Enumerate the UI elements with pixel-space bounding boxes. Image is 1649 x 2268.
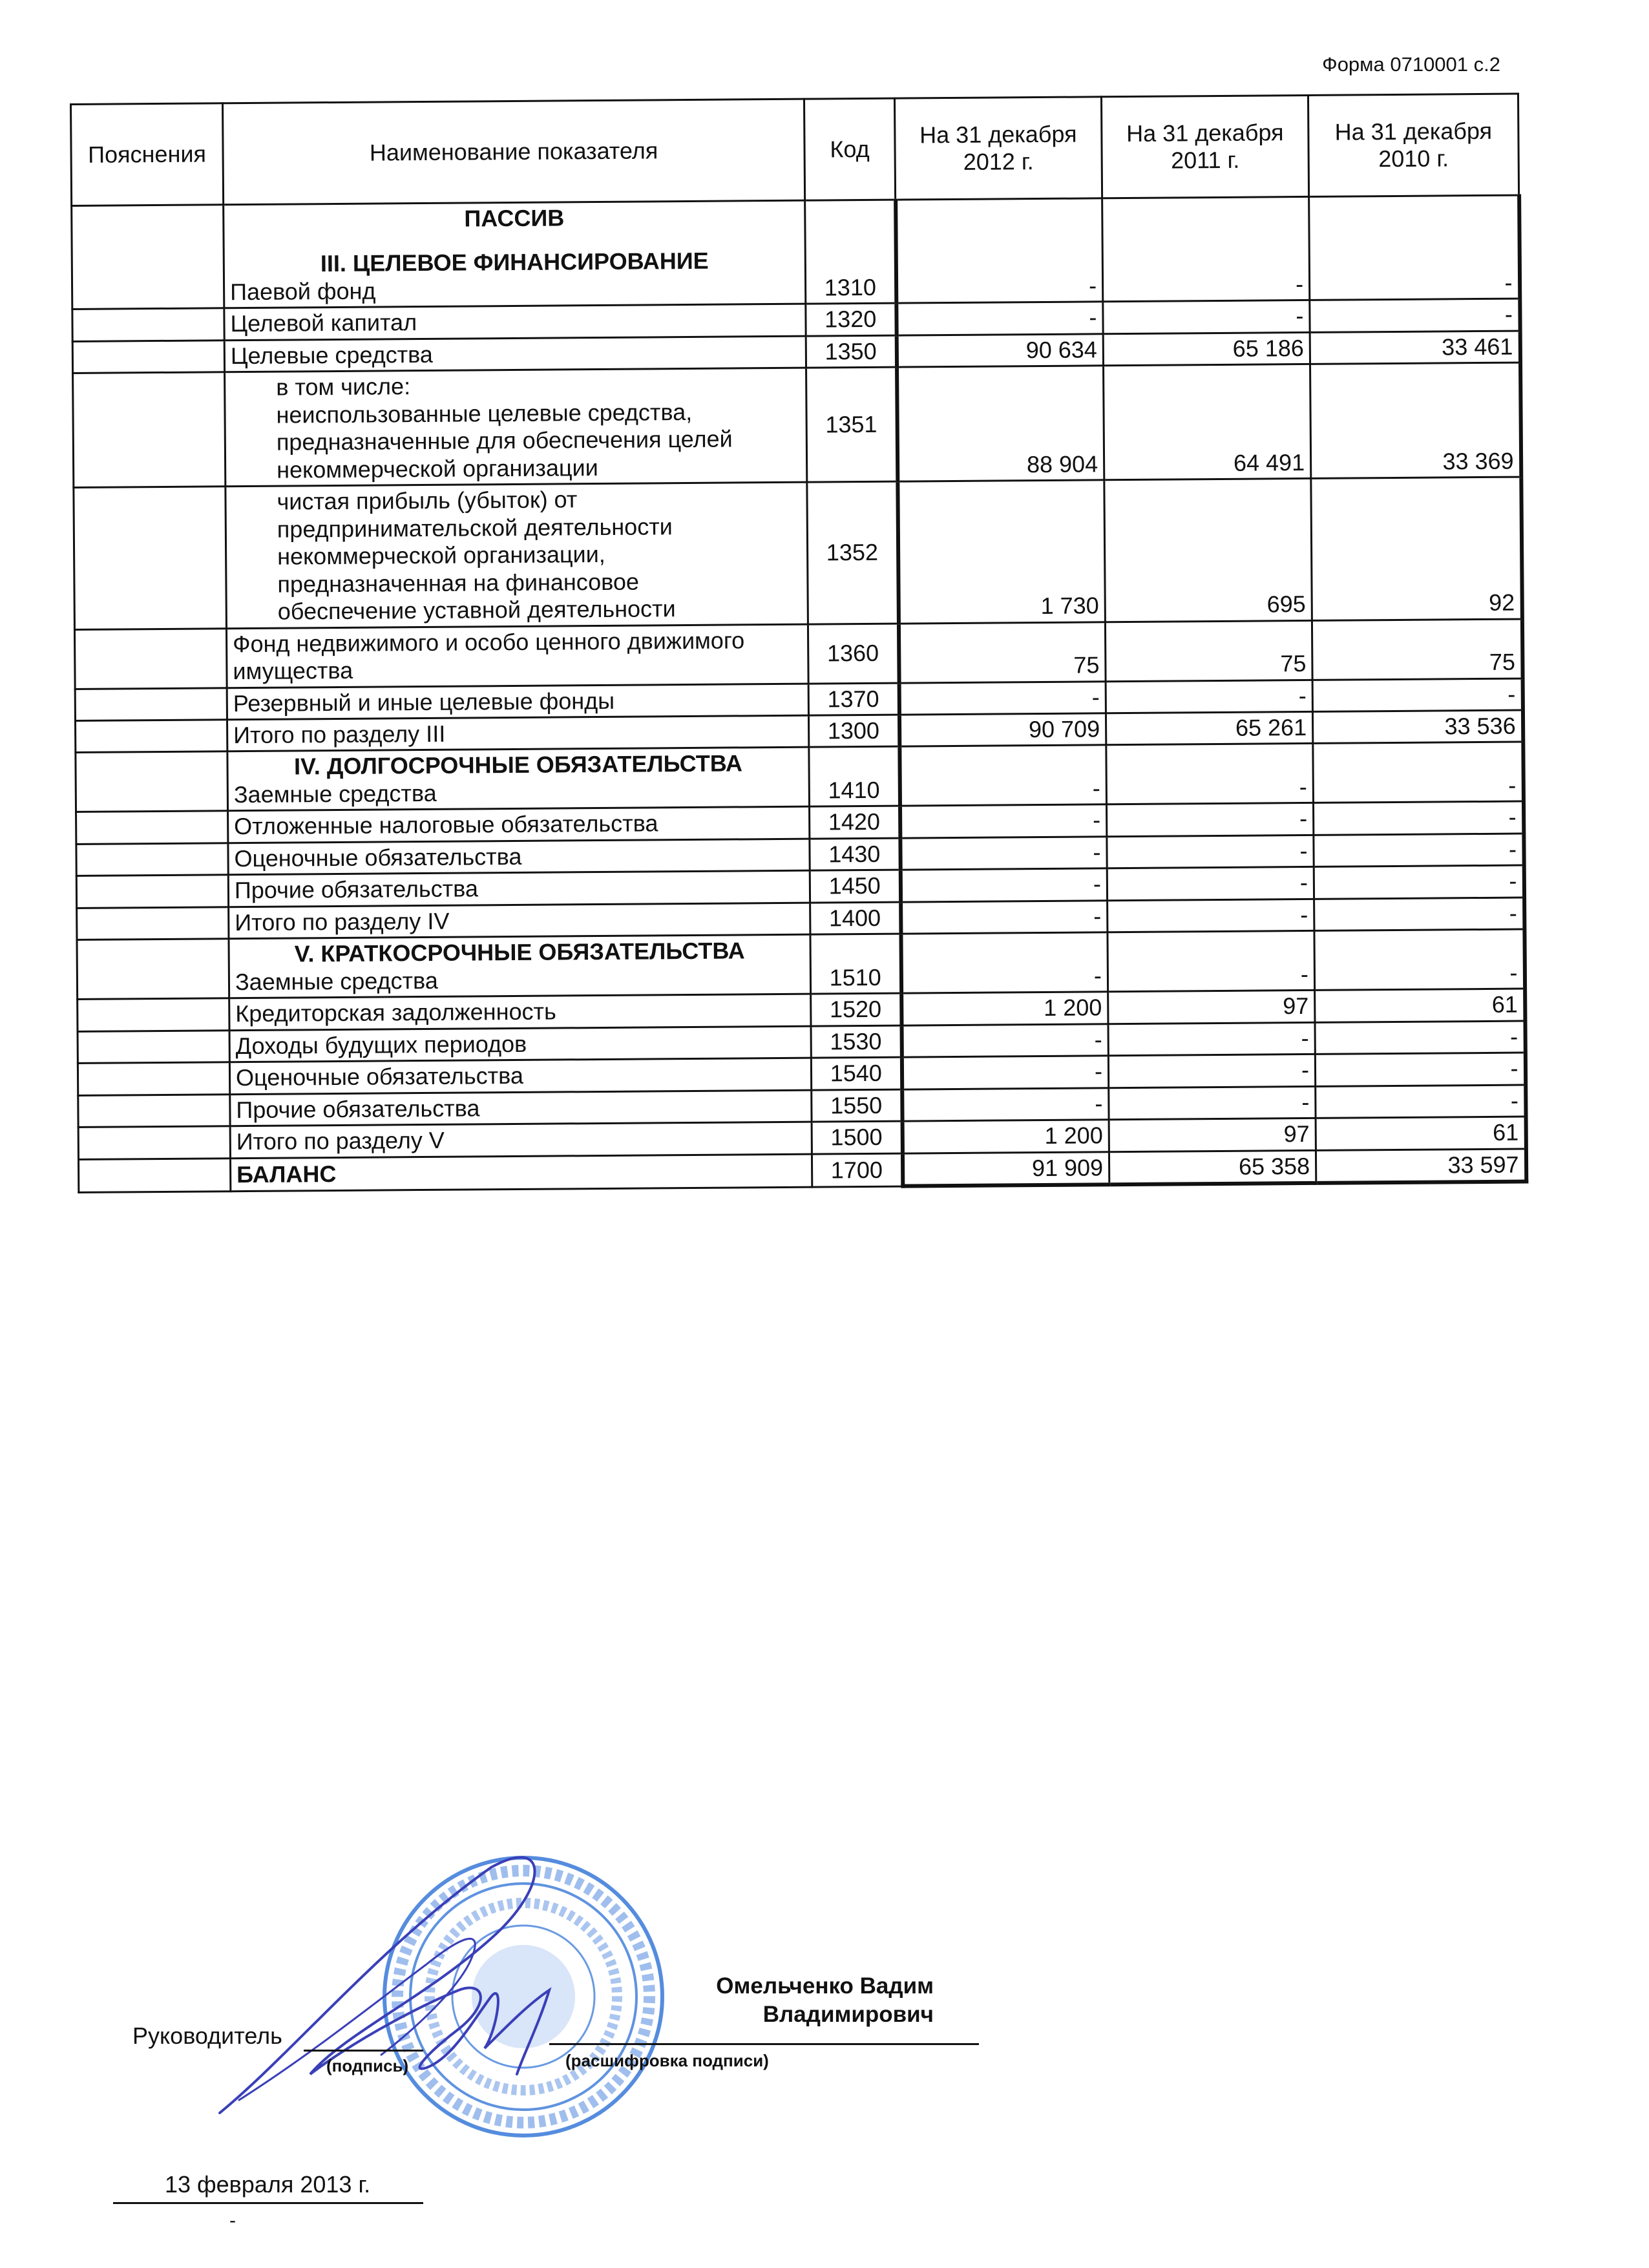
row-value-2010: - [1309,195,1520,300]
row-code: 1510 [810,934,901,994]
row-name: Целевые средства [224,336,806,372]
header-col-2010: На 31 декабря 2010 г. [1308,94,1518,196]
row-value-2010: 61 [1315,989,1525,1022]
row-value-2011: - [1108,899,1314,932]
row-value-2010: 33 369 [1310,362,1521,478]
row-value-2012: - [901,932,1108,993]
signer-name: Омельченко Вадим Владимирович [716,1973,934,2027]
row-name: Паевой фонд [229,277,376,306]
row-value-2010: 75 [1312,619,1522,680]
row-value-2012: - [901,1056,1108,1089]
row-value-2010: - [1316,1085,1526,1118]
row-code: 1300 [808,715,899,747]
row-value-2010: - [1314,865,1524,899]
table-header-row [71,94,1519,205]
row-value-2010: 92 [1311,477,1522,620]
date-line [113,2202,423,2204]
row-name: Целевой капитал [224,304,806,341]
row-value-2010: - [1313,801,1523,835]
header-col-2012: На 31 декабря 2012 г. [894,97,1102,200]
name-line [549,2043,979,2045]
row-value-2011: - [1107,835,1314,868]
row-value-2012: 90 634 [896,334,1103,368]
row-value-2011: - [1106,744,1314,804]
signature-caption: (подпись) [326,2056,409,2075]
row-value-2011: 75 [1105,620,1312,681]
row-code: 1370 [808,683,899,715]
row-value-2012: - [896,302,1103,335]
row-value-2012: - [900,804,1107,838]
section-title-liabilities: ПАССИВ [464,204,565,232]
row-code: 1530 [811,1025,901,1058]
row-value-2011: 65 358 [1109,1150,1316,1184]
signature-date: 13 февраля 2013 г. [165,2171,371,2198]
row-value-2012: 1 200 [901,992,1108,1025]
dash-mark: - [229,2210,236,2231]
section-title-5: V. КРАТКОСРОЧНЫЕ ОБЯЗАТЕЛЬСТВА [294,937,745,967]
row-name: Оценочные обязательства [229,1058,811,1094]
row-value-2010: - [1313,742,1524,803]
row-value-2011: 64 491 [1104,364,1311,480]
row-code: 1351 [806,367,898,482]
table-row [74,619,1522,689]
table-row [76,742,1524,812]
signer-role: Руководитель [132,2022,282,2049]
row-code: 1400 [810,902,901,934]
row-code: 1350 [806,335,896,368]
row-code: 1550 [812,1089,902,1122]
row-value-2012: - [901,1024,1108,1057]
row-value-2011: 97 [1108,991,1315,1024]
row-name: Кредиторская задолженность [229,994,811,1030]
row-value-2011: 65 261 [1106,711,1312,745]
row-value-2012: 90 709 [899,713,1106,747]
row-prefix: в том числе: [276,373,411,401]
row-code: 1500 [812,1121,902,1153]
row-value-2011: 695 [1104,479,1312,622]
row-name: Отложенные налоговые обязательства [228,807,810,843]
row-value-2012: 88 904 [897,366,1104,481]
row-value-2010: - [1315,1053,1525,1086]
header-col-2011: На 31 декабря 2011 г. [1101,95,1308,198]
row-code: 1320 [806,304,896,336]
row-value-2010: 33 461 [1310,331,1520,364]
row-value-2012: - [896,198,1103,304]
row-code: 1700 [812,1153,902,1187]
row-value-2010: 33 597 [1316,1149,1526,1183]
row-value-2010: - [1314,834,1524,867]
balance-table [70,93,1528,1194]
header-code: Код [804,98,895,200]
row-value-2010: - [1314,898,1524,931]
row-value-2012: 1 730 [898,480,1106,624]
form-code: Форма 0710001 с.2 [1322,53,1500,76]
row-name: Доходы будущих периодов [229,1026,811,1062]
row-value-2010: - [1314,929,1525,990]
row-value-2012: 75 [898,622,1106,682]
row-value-2011: - [1106,680,1312,713]
row-name: Резервный и иные целевые фонды [227,684,808,720]
row-code: 1360 [808,624,899,684]
row-value-2011: - [1107,867,1314,901]
section-title-4: IV. ДОЛГОСРОЧНЫЕ ОБЯЗАТЕЛЬСТВА [293,750,743,780]
row-value-2010: - [1310,299,1520,332]
row-value-2011: 97 [1109,1118,1316,1151]
row-value-2011: - [1108,1055,1315,1088]
row-value-2011: - [1108,1022,1315,1056]
table-row [73,362,1521,487]
row-name: неиспользованные целевые средства, предназначенные для обеспечения целей некоммерческой организации [276,398,733,483]
name-caption: (расшифровка подписи) [565,2051,769,2070]
row-name: Заемные средства [233,779,437,808]
row-value-2011: - [1108,931,1315,992]
row-name: Фонд недвижимого и особо ценного движимого имущества [226,624,808,688]
row-value-2010: 33 536 [1312,710,1522,744]
row-value-2010: - [1315,1021,1525,1055]
table-row [74,477,1522,629]
row-name: Итого по разделу IV [229,903,810,939]
row-name: Заемные средства [235,967,438,995]
row-value-2011: - [1106,803,1313,837]
signature-block [132,1973,934,2231]
row-value-2012: - [899,681,1106,715]
row-name: Прочие обязательства [228,870,810,907]
row-name: БАЛАНС [230,1154,812,1192]
row-value-2010: - [1312,678,1522,712]
row-value-2012: - [899,745,1107,806]
row-value-2012: - [900,837,1107,870]
header-notes: Пояснения [71,103,224,206]
table-row [77,929,1525,999]
row-value-2010: 61 [1316,1117,1526,1150]
row-code: 1430 [810,838,900,870]
row-code: 1450 [810,870,900,902]
row-name: чистая прибыль (убыток) от предпринимательской деятельности некоммерческой организации, предназначенная на финансовое обеспечение уставной деятельности [277,486,676,625]
table-row [72,195,1520,310]
row-value-2011: - [1103,300,1310,334]
row-value-2011: - [1102,196,1310,302]
section-title-3: III. ЦЕЛЕВОЕ ФИНАНСИРОВАНИЕ [320,247,709,277]
row-name: Итого по разделу III [227,715,808,751]
row-name: Итого по разделу V [230,1122,812,1158]
row-value-2012: 1 200 [902,1120,1109,1153]
row-value-2012: - [900,868,1107,902]
row-code: 1410 [809,747,900,807]
row-name: Прочие обязательства [230,1090,812,1126]
row-value-2012: - [901,901,1108,934]
signature-line [304,2050,423,2052]
row-value-2011: - [1109,1086,1316,1120]
row-value-2012: - [902,1087,1109,1121]
row-value-2011: 65 186 [1103,332,1310,366]
row-code: 1420 [810,806,900,838]
row-code: 1520 [811,993,901,1025]
row-code: 1310 [805,200,896,304]
row-code: 1540 [811,1057,901,1089]
header-name: Наименование показателя [223,99,805,205]
row-name: Оценочные обязательства [228,839,810,875]
row-code: 1352 [807,481,899,624]
row-value-2012: 91 909 [902,1151,1109,1186]
